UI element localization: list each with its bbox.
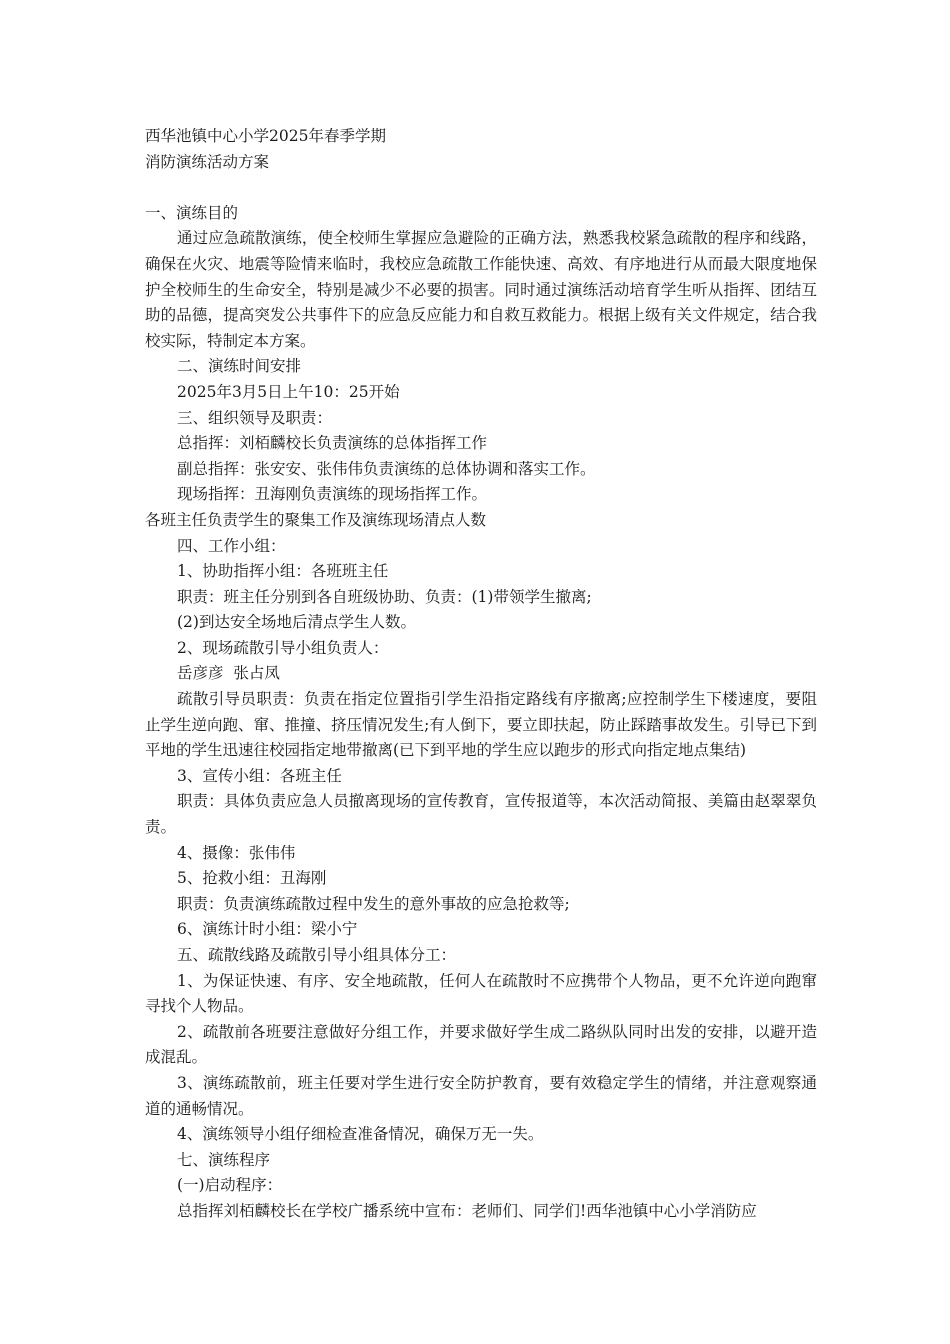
document-body (145, 124, 817, 1225)
section-4-group-1-duty: 职责：班主任分别到各自班级协助、负责：(1)带领学生撤离; (177, 587, 592, 606)
section-4-group-1: 1、协助指挥小组：各班班主任 (177, 562, 389, 581)
section-7-heading: 七、演练程序 (177, 1150, 271, 1169)
section-7-subheading-1: (一)启动程序： (177, 1176, 283, 1195)
section-7-paragraph-1: 总指挥刘栢麟校长在学校广播系统中宣布：老师们、同学们!西华池镇中心小学消防应 (177, 1201, 757, 1220)
section-4-group-2-duty: 疏散引导员职责：负责在指定位置指引学生沿指定路线有序撤离;应控制学生下楼速度，要阻止学生逆向跑、窜、推撞、挤压情况发生;有人倒下，要立即扶起，防止踩踏事故发生。引导已下到平地的学生迅速往校园指定地带撤离(已下到平地的学生应以跑步的形式向指定地点集结) (145, 690, 817, 760)
section-5-item-3: 3、演练疏散前，班主任要对学生进行安全防护教育，要有效稳定学生的情绪，并注意观察通道的通畅情况。 (145, 1073, 817, 1118)
document-title-line1: 西华池镇中心小学2025年春季学期 (145, 127, 386, 145)
section-4-group-5: 5、抢救小组：丑海刚 (177, 869, 327, 888)
section-2-time: 2025年3月5日上午10：25开始 (177, 382, 400, 401)
section-3-deputy: 副总指挥：张安安、张伟伟负责演练的总体协调和落实工作。 (177, 459, 596, 478)
section-4-group-1-duty-2: (2)到达安全场地后清点学生人数。 (177, 613, 416, 632)
section-1-paragraph: 通过应急疏散演练，使全校师生掌握应急避险的正确方法，熟悉我校紧急疏散的程序和线路，确保在火灾、地震等险情来临时，我校应急疏散工作能快速、高效、有序地进行从而最大限度地保护全校师生的生命安全，特别是减少不必要的损害。同时通过演练活动培育学生听从指挥、团结互助的品德，提高突发公共事件下的应急反应能力和自救互救能力。根据上级有关文件规定，结合我校实际，特制定本方案。 (145, 229, 817, 350)
section-3-chief: 总指挥：刘栢麟校长负责演练的总体指挥工作 (177, 434, 488, 453)
section-1-heading: 一、演练目的 (145, 203, 239, 222)
section-2-heading: 二、演练时间安排 (177, 357, 302, 376)
section-5-item-2: 2、疏散前各班要注意做好分组工作，并要求做好学生成二路纵队同时出发的安排，以避开造成混乱。 (145, 1022, 817, 1067)
section-3-heading: 三、组织领导及职责： (177, 408, 333, 427)
section-5-heading: 五、疏散线路及疏散引导小组具体分工： (177, 946, 457, 964)
document-title-line2: 消防演练活动方案 (145, 152, 270, 171)
section-4-group-4: 4、摄像：张伟伟 (177, 843, 296, 862)
section-5-item-1: 1、为保证快速、有序、安全地疏散，任何人在疏散时不应携带个人物品，更不允许逆向跑窜寻找个人物品。 (145, 971, 817, 1016)
section-3-site: 现场指挥：丑海刚负责演练的现场指挥工作。 (177, 485, 488, 504)
section-4-group-2: 2、现场疏散引导小组负责人： (177, 638, 389, 657)
section-4-group-6: 6、演练计时小组：梁小宁 (177, 920, 358, 939)
section-4-group-5-duty: 职责：负责演练疏散过程中发生的意外事故的应急抢救等; (177, 894, 570, 913)
section-4-group-2-names: 岳彦彦 张占凤 (177, 664, 280, 683)
section-4-group-3-duty: 职责：具体负责应急人员撤离现场的宣传教育，宣传报道等，本次活动简报、美篇由赵翠翠负责。 (145, 792, 817, 837)
section-5-item-4: 4、演练领导小组仔细检查准备情况，确保万无一失。 (177, 1125, 544, 1144)
section-4-group-3: 3、宣传小组：各班主任 (177, 766, 342, 785)
blank-line (145, 175, 817, 201)
section-3-class: 各班主任负责学生的聚集工作及演练现场清点人数 (145, 510, 487, 529)
section-4-heading: 四、工作小组： (177, 536, 286, 555)
